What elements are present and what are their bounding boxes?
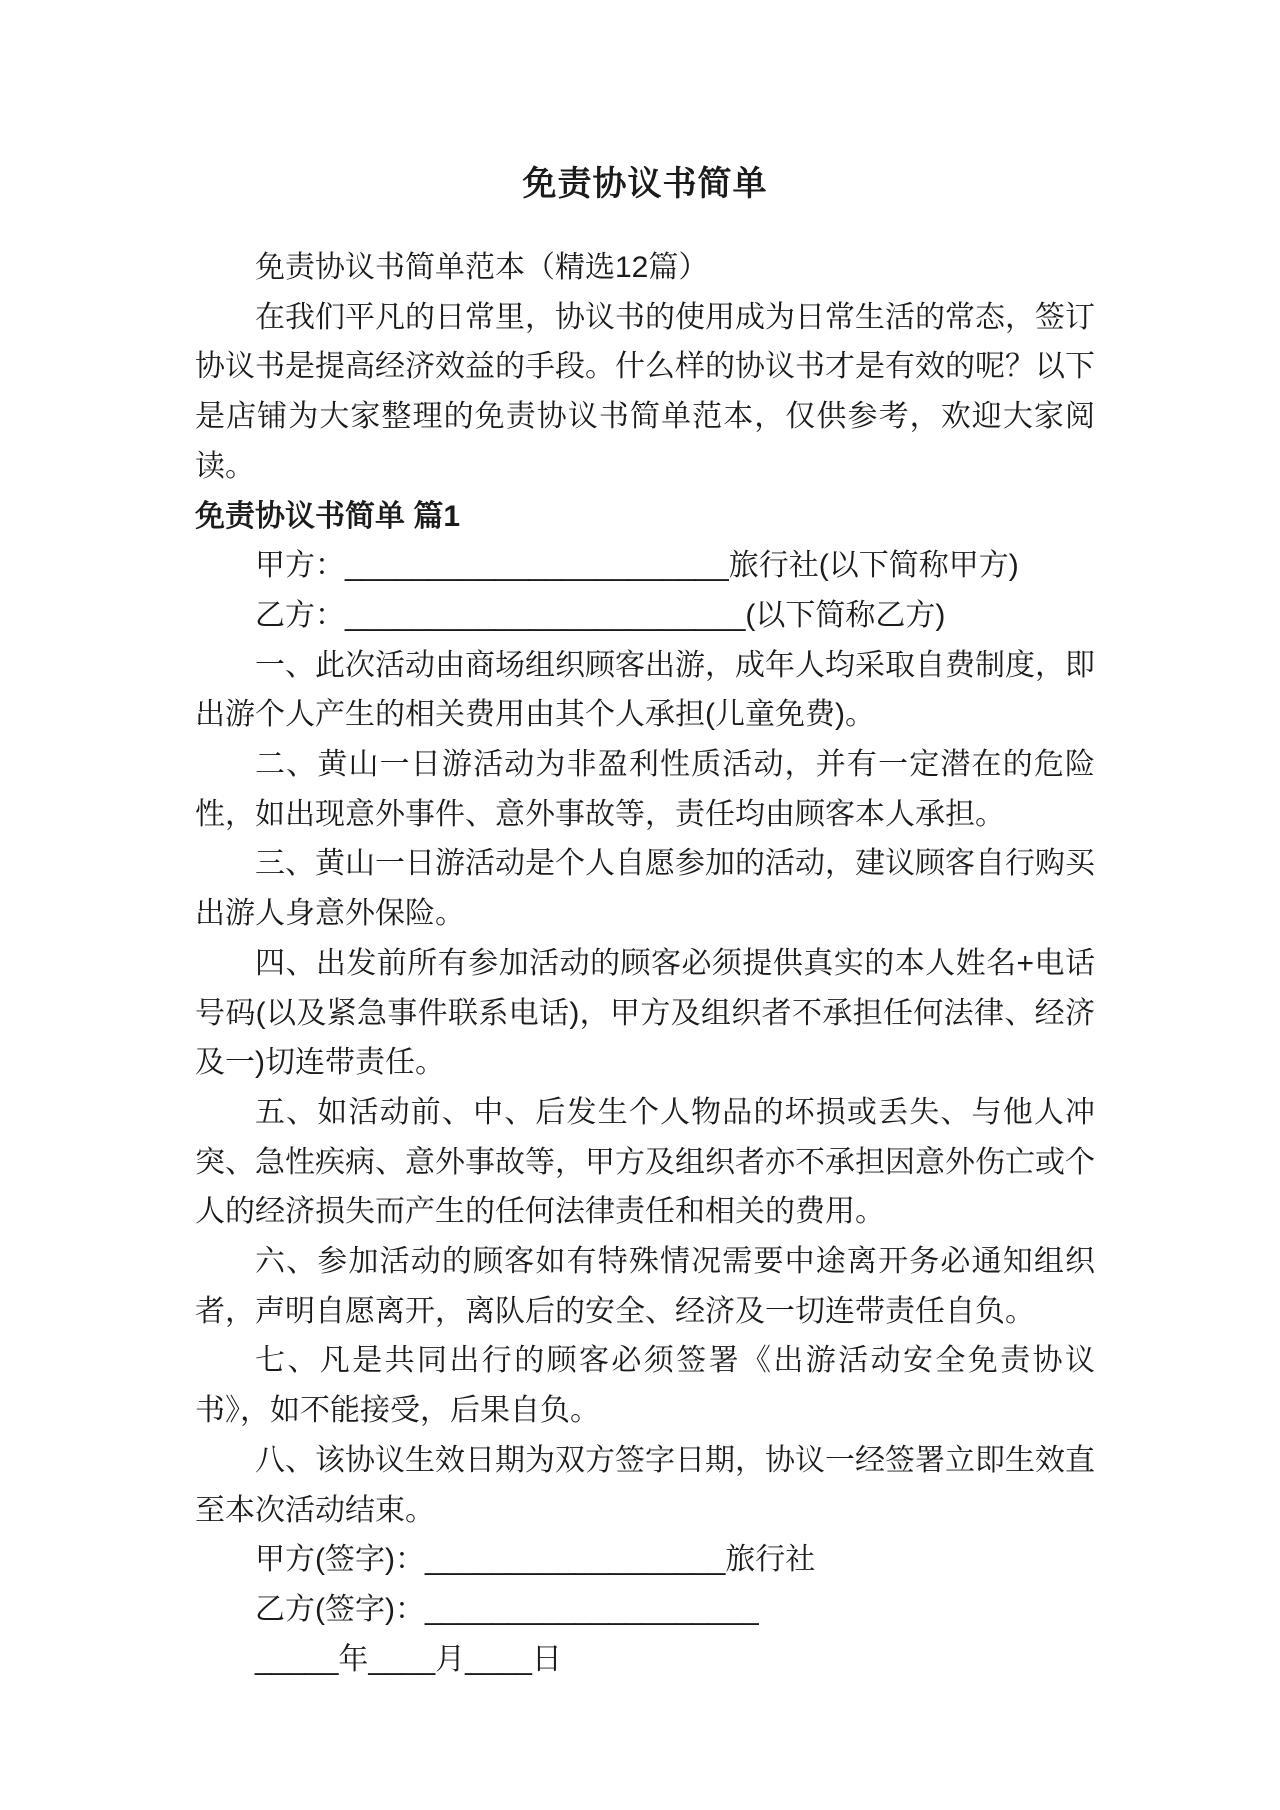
- clause-5: 五、如活动前、中、后发生个人物品的坏损或丢失、与他人冲突、急性疾病、意外事故等，甲方及组织者亦不承担因意外伤亡或个人的经济损失而产生的任何法律责任和相关的费用。: [195, 1095, 1095, 1229]
- intro-paragraph-1: 免责协议书简单范本（精选12篇）: [255, 251, 709, 284]
- clause-6: 六、参加活动的顾客如有特殊情况需要中途离开务必通知组织者，声明自愿离开，离队后的安全、经济及一切连带责任自负。: [195, 1245, 1095, 1328]
- page-title: 免责协议书简单: [522, 165, 768, 203]
- section-heading-part1: 免责协议书简单 篇1: [195, 499, 461, 533]
- party-a-blank-line: 甲方：_______________________旅行社(以下简称甲方): [255, 549, 1019, 583]
- signature-party-a-line: 甲方(签字)：__________________旅行社: [255, 1543, 816, 1577]
- clause-8: 八、该协议生效日期为双方签字日期，协议一经签署立即生效直至本次活动结束。: [195, 1443, 1095, 1527]
- clause-2: 二、黄山一日游活动为非盈利性质活动，并有一定潜在的危险性，如出现意外事件、意外事故等，责任均由顾客本人承担。: [195, 748, 1095, 831]
- signature-party-b-line: 乙方(签字)：____________________: [255, 1592, 759, 1626]
- party-b-blank-line: 乙方：________________________(以下简称乙方): [255, 598, 946, 632]
- clause-3: 三、黄山一日游活动是个人自愿参加的活动，建议顾客自行购买出游人身意外保险。: [195, 847, 1095, 931]
- clause-7: 七、凡是共同出行的顾客必须签署《出游活动安全免责协议书》，如不能接受，后果自负。: [195, 1344, 1095, 1428]
- clause-4: 四、出发前所有参加活动的顾客必须提供真实的本人姓名+电话号码(以及紧急事件联系电话)，甲方及组织者不承担任何法律、经济及一)切连带责任。: [195, 946, 1095, 1080]
- date-blank-line: _____年____月____日: [255, 1642, 562, 1676]
- intro-paragraph-2: 在我们平凡的日常里，协议书的使用成为日常生活的常态，签订协议书是提高经济效益的手段。什么样的协议书才是有效的呢？以下是店铺为大家整理的免责协议书简单范本，仅供参考，欢迎大家阅读。: [195, 300, 1095, 483]
- clause-1: 一、此次活动由商场组织顾客出游，成年人均采取自费制度，即出游个人产生的相关费用由其个人承担(儿童免费)。: [195, 648, 1095, 732]
